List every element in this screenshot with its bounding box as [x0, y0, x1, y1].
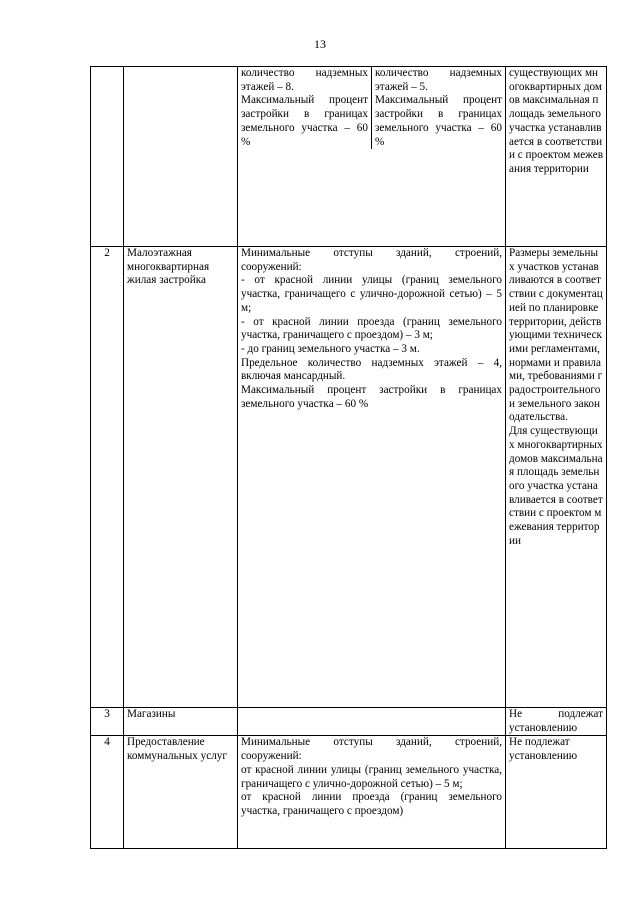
parameters-cell [238, 67, 506, 247]
row-number [91, 67, 124, 247]
row-number: 4 [91, 736, 124, 849]
page-number: 13 [314, 37, 326, 51]
table-row [91, 708, 607, 736]
row-number: 3 [91, 708, 124, 736]
parameters-sub-right: количество надземных этажей – 5. Максимальный процент застройки в границах земельного участка – 60 % [371, 67, 505, 149]
zoning-table [90, 66, 607, 849]
note-cell: Размеры земельных участков устанавливаются в соответствии с документацией по планировке территории, действующими техническими регламентами, нормами и правилами, требованиями градостроительного и земельного законодательства. Для существующих многоквартирных домов максимальная площадь земельного участка устанавливается в соответствии с проектом межевания территории [506, 247, 607, 708]
note-cell: Не подлежат установлению [506, 708, 607, 736]
row-number: 2 [91, 247, 124, 708]
parameters-cell: Минимальные отступы зданий, строений, сооружений: от красной линии улицы (границ земельного участка, граничащего с улично-дорожной сетью) – 5 м; от красной линии проезда (границ земельного участка, граничащего с проездом) [238, 736, 506, 849]
use-type: Предоставление коммунальных услуг [124, 736, 238, 849]
use-type [124, 67, 238, 247]
use-type: Малоэтажная многоквартирная жилая застройка [124, 247, 238, 708]
parameters-sub-left: количество надземных этажей – 8. Максимальный процент застройки в границах земельного участка – 60 % [241, 67, 368, 148]
table-row [91, 67, 607, 247]
note-cell: существующих многоквартирных домов максимальная площадь земельного участка устанавливается в соответствии с проектом межевания территории [506, 67, 607, 247]
note-cell: Не подлежат установлению [506, 736, 607, 849]
parameters-cell: Минимальные отступы зданий, строений, сооружений: - от красной линии улицы (границ земельного участка, граничащего с улично-дорожной сетью) – 5 м; - от красной линии проезда (границ земельного участка, граничащего с проездом) – 3 м; - до границ земельного участка – 3 м. Предельное количество надземных этажей – 4, включая мансардный. Максимальный процент застройки в границах земельного участка – 60 % [238, 247, 506, 708]
table-row [91, 247, 607, 708]
table-row [91, 736, 607, 849]
use-type: Магазины [124, 708, 238, 736]
parameters-cell [238, 708, 506, 736]
